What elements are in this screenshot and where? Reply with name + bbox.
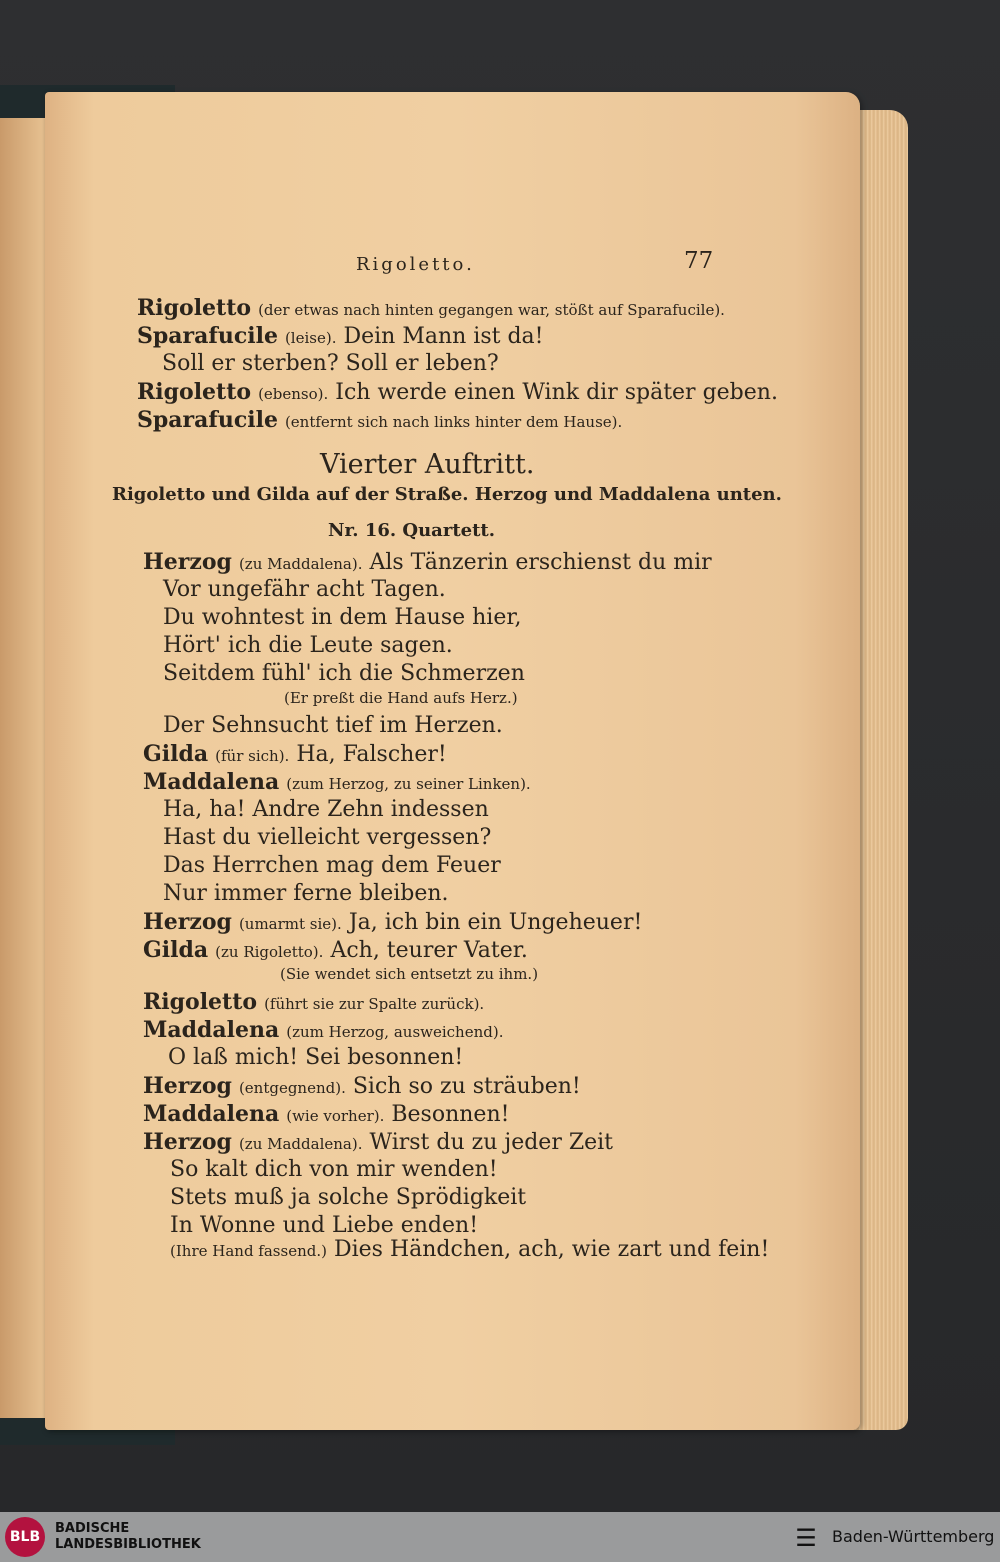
text-line: Rigoletto (der etwas nach hinten gegangen war, stößt auf Sparafucile). <box>137 295 725 321</box>
text-line: (Ihre Hand fassend.) Dies Händchen, ach, wie zart und fein! <box>170 1237 770 1262</box>
text-line: Seitdem fühl' ich die Schmerzen <box>163 661 525 686</box>
text-line: Sparafucile (leise). Dein Mann ist da! <box>137 323 544 349</box>
text-line: Vor ungefähr acht Tagen. <box>163 577 446 602</box>
text-line: Du wohntest in dem Hause hier, <box>163 605 522 630</box>
state-label: Baden-Württemberg <box>832 1527 995 1546</box>
stage-direction: (Sie wendet sich entsetzt zu ihm.) <box>280 965 539 983</box>
text-line: Herzog (zu Maddalena). Als Tänzerin erschienst du mir <box>143 549 712 575</box>
text-line: Das Herrchen mag dem Feuer <box>163 853 501 878</box>
text-line: O laß mich! Sei besonnen! <box>168 1045 464 1070</box>
stage-direction: (Er preßt die Hand aufs Herz.) <box>284 689 518 707</box>
three-lions-icon: ☰ <box>795 1524 817 1552</box>
text-line: In Wonne und Liebe enden! <box>170 1213 479 1238</box>
text-line: Nur immer ferne bleiben. <box>163 881 449 906</box>
footer-bar <box>0 1512 1000 1562</box>
text-line: Herzog (zu Maddalena). Wirst du zu jeder Zeit <box>143 1129 614 1155</box>
text-line: Stets muß ja solche Sprödigkeit <box>170 1185 527 1210</box>
running-title: Rigoletto. <box>356 254 475 275</box>
scene-number: Nr. 16. Quartett. <box>328 520 495 541</box>
scene-setting: Rigoletto und Gilda auf der Straße. Herzog und Maddalena unten. <box>112 484 782 505</box>
text-line: Maddalena (zum Herzog, zu seiner Linken). <box>143 769 531 795</box>
text-line: Der Sehnsucht tief im Herzen. <box>163 713 503 738</box>
text-line: Gilda (zu Rigoletto). Ach, teurer Vater. <box>143 937 528 963</box>
text-line: Sparafucile (entfernt sich nach links hinter dem Hause). <box>137 407 623 433</box>
text-line: Rigoletto (ebenso). Ich werde einen Wink dir später geben. <box>137 379 778 405</box>
text-line: Hört' ich die Leute sagen. <box>163 633 453 658</box>
text-line: Gilda (für sich). Ha, Falscher! <box>143 741 447 767</box>
text-line: Herzog (entgegnend). Sich so zu sträuben! <box>143 1073 581 1099</box>
page-number: 77 <box>684 248 714 274</box>
blb-logo[interactable]: BLB <box>5 1517 45 1557</box>
text-line: Maddalena (zum Herzog, ausweichend). <box>143 1017 504 1043</box>
text-line: Hast du vielleicht vergessen? <box>163 825 492 850</box>
text-line: So kalt dich von mir wenden! <box>170 1157 498 1182</box>
text-line: Maddalena (wie vorher). Besonnen! <box>143 1101 510 1127</box>
text-line: Soll er sterben? Soll er leben? <box>162 351 499 376</box>
text-line: Herzog (umarmt sie). Ja, ich bin ein Ungeheuer! <box>143 909 643 935</box>
text-line: Rigoletto (führt sie zur Spalte zurück). <box>143 989 485 1015</box>
scene-title: Vierter Auftritt. <box>320 449 535 480</box>
text-line: Ha, ha! Andre Zehn indessen <box>163 797 489 822</box>
library-name: BADISCHE LANDESBIBLIOTHEK <box>55 1521 201 1552</box>
